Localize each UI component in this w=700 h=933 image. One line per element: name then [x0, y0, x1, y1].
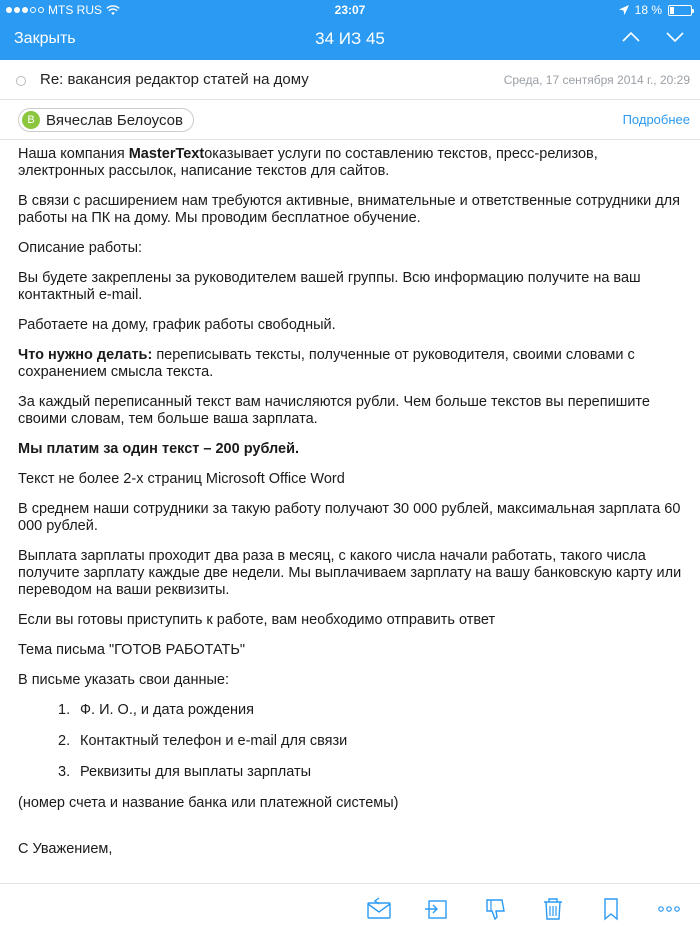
paragraph: Мы платим за один текст – 200 рублей. [18, 441, 300, 457]
battery-icon [668, 5, 692, 16]
status-bar [0, 0, 700, 20]
sender-chip[interactable] [18, 108, 194, 132]
list-item [58, 702, 682, 719]
paragraph: В среднем наши сотрудники за такую работу получают 30 000 рублей, максимальная зарплата 60 000 рублей. [18, 501, 681, 534]
location-icon [619, 5, 629, 15]
list-number: 2. [58, 733, 71, 749]
text-span: оказывает услуги по составлению текстов, пресс-релизов, электронных рассылок, написание текстов для сайтов. [18, 146, 598, 179]
paragraph: (номер счета и название банка или платежной системы) [18, 795, 399, 811]
list-item [58, 733, 682, 750]
move-icon[interactable] [424, 896, 450, 922]
sender-row [0, 100, 700, 140]
chevron-up-icon[interactable] [620, 26, 642, 48]
avatar: В [22, 111, 40, 129]
message-subject: Re: вакансия редактор статей на дому [40, 71, 309, 88]
sender-name: Вячеслав Белоусов [46, 111, 183, 129]
top-bar [0, 0, 700, 60]
read-status-icon[interactable] [16, 76, 26, 86]
subject-row [0, 60, 700, 100]
list-text: Ф. И. О., и дата рождения [80, 702, 254, 718]
closing: С Уважением, [18, 841, 113, 857]
list-text: Реквизиты для выплаты зарплаты [80, 764, 312, 780]
nav-bar [0, 20, 700, 60]
nav-arrows [620, 26, 686, 48]
list-number: 3. [58, 764, 71, 780]
carrier-label: MTS RUS [48, 3, 102, 17]
trash-icon[interactable] [540, 896, 566, 922]
paragraph: Вы будете закреплены за руководителем вашей группы. Всю информацию получите на ваш контактный e-mail. [18, 270, 641, 303]
paragraph: В связи с расширением нам требуются активные, внимательные и ответственные сотрудники для работы на ПК на дому. Мы проводим бесплатное обучение. [18, 193, 680, 226]
message-counter: 34 ИЗ 45 [315, 29, 385, 48]
battery-fill [670, 7, 674, 14]
bold-heading: Что нужно делать: [18, 347, 153, 363]
paragraph [18, 347, 682, 381]
requirements-list [58, 702, 682, 781]
paragraph: Текст не более 2-х страниц Microsoft Office Word [18, 471, 345, 487]
bookmark-icon[interactable] [598, 896, 624, 922]
paragraph: Описание работы: [18, 240, 143, 256]
status-right [619, 3, 692, 17]
list-item [58, 764, 682, 781]
company-name: MasterText [128, 146, 205, 162]
paragraph: Тема письма "ГОТОВ РАБОТАТЬ" [18, 642, 246, 658]
paragraph: Выплата зарплаты проходит два раза в месяц, с какого числа начали работать, такого числа получите зарплату каждые две недели. Мы выплачиваем зарплату на вашу банковскую карту или переводом на ваши реквизиты. [18, 548, 682, 598]
bottom-toolbar [0, 883, 700, 933]
chevron-down-icon[interactable] [664, 26, 686, 48]
text-span: Наша компания [18, 146, 129, 162]
list-number: 1. [58, 702, 71, 718]
clock: 23:07 [334, 3, 366, 17]
paragraph: За каждый переписанный текст вам начисляются рубли. Чем больше текстов вы перепишите своими словам, тем больше ваша зарплата. [18, 394, 650, 427]
paragraph [18, 146, 682, 180]
close-button[interactable]: Закрыть [14, 30, 76, 47]
more-icon[interactable] [656, 896, 682, 922]
paragraph: В письме указать свои данные: [18, 672, 229, 688]
list-text: Контактный телефон и e-mail для связи [80, 733, 348, 749]
details-link[interactable]: Подробнее [622, 112, 690, 127]
message-body [18, 146, 682, 871]
text-span: переписывать тексты, полученные от руководителя, своими словами с сохранением смысла текста. [18, 347, 635, 380]
spam-icon[interactable] [482, 896, 508, 922]
paragraph: Если вы готовы приступить к работе, вам необходимо отправить ответ [18, 612, 496, 628]
paragraph: Работаете на дому, график работы свободный. [18, 317, 336, 333]
message-date: Среда, 17 сентября 2014 г., 20:29 [503, 73, 690, 87]
reply-icon[interactable] [366, 896, 392, 922]
battery-percent: 18 % [634, 3, 662, 17]
